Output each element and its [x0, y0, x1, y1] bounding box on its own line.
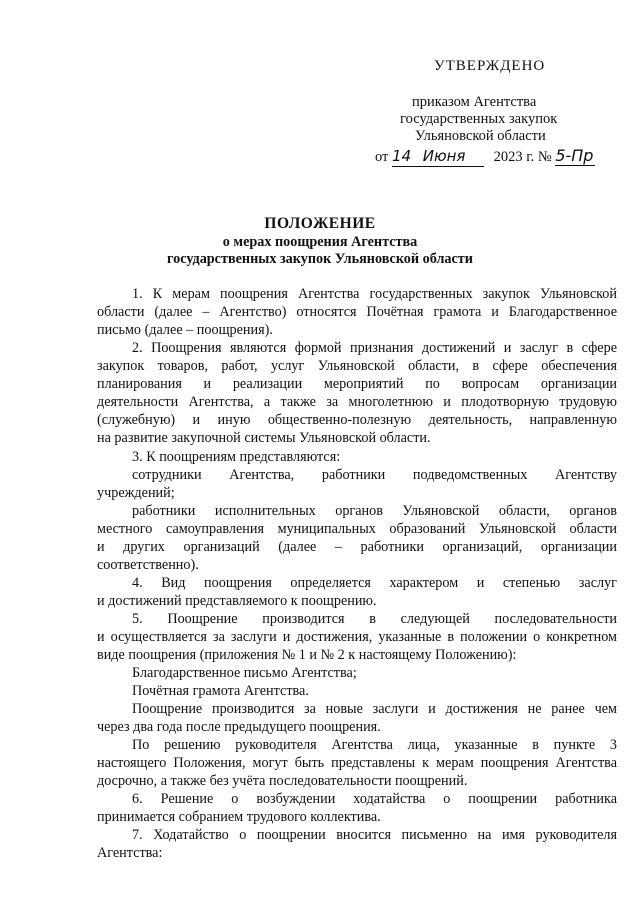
order-number: 5-Пр	[555, 146, 594, 165]
document-title: ПОЛОЖЕНИЕ	[264, 215, 376, 232]
approval-line-3: Ульяновской области	[415, 128, 546, 144]
body-line: планирования и реализации мероприятий по вопросам организации	[97, 376, 617, 392]
document-subtitle-2: государственных закупок Ульяновской области	[167, 251, 473, 267]
body-line: на развитие закупочной системы Ульяновской области.	[97, 430, 431, 446]
body-line: 5. Поощрение производится в следующей последовательности	[132, 611, 617, 627]
body-line: деятельности Агентства, а также за многолетнюю и плодотворную трудовую	[97, 394, 617, 410]
body-line: письмо (далее – поощрения).	[97, 322, 273, 338]
body-line: По решению руководителя Агентства лица, указанные в пункте 3	[132, 737, 617, 753]
body-line: 3. К поощрениям представляются:	[132, 449, 341, 465]
body-line: настоящего Положения, могут быть представлены к мерам поощрения Агентства	[97, 755, 617, 771]
body-line: 7. Ходатайство о поощрении вносится письменно на имя руководителя	[132, 827, 617, 843]
body-line: закупок товаров, работ, услуг Ульяновской области, в сфере обеспечения	[97, 358, 617, 374]
body-line: 6. Решение о возбуждении ходатайства о поощрении работника	[132, 791, 617, 807]
body-line: учреждений;	[97, 485, 175, 501]
body-line: принимается собранием трудового коллектива.	[97, 809, 381, 825]
body-line: 2. Поощрения являются формой признания достижений и заслуг в сфере	[132, 340, 617, 356]
body-line: виде поощрения (приложения № 1 и № 2 к настоящему Положению):	[97, 647, 517, 663]
body-line: Благодарственное письмо Агентства;	[132, 665, 357, 681]
body-line: сотрудники Агентства, работники подведомственных Агентству	[132, 467, 617, 483]
date-field	[392, 147, 484, 167]
body-line: работники исполнительных органов Ульяновской области, органов	[132, 503, 617, 519]
body-line: Агентства:	[97, 845, 163, 861]
approval-line-1: приказом Агентства	[412, 94, 537, 110]
document-subtitle-1: о мерах поощрения Агентства	[222, 234, 418, 250]
body-line: соответственно).	[97, 557, 199, 573]
body-line: через два года после предыдущего поощрения.	[97, 719, 381, 735]
body-line: досрочно, а также без учёта последовательности поощрений.	[97, 773, 468, 789]
body-line: 4. Вид поощрения определяется характером и степенью заслуг	[132, 575, 617, 591]
body-line: (служебную) и иную общественно-полезную деятельность, направленную	[97, 412, 617, 428]
body-line: области (далее – Агентство) относятся Почётная грамота и Благодарственное	[97, 304, 617, 320]
approval-line-2: государственных закупок	[400, 111, 558, 127]
body-line: и осуществляется за заслуги и достижения, указанные в положении о конкретном	[97, 629, 617, 645]
body-line: и достижений представляемого к поощрению.	[97, 593, 377, 609]
body-line: Почётная грамота Агентства.	[132, 683, 309, 699]
date-year: 2023 г. №	[493, 149, 552, 165]
date-prefix: от	[375, 149, 389, 165]
approval-stamp: УТВЕРЖДЕНО	[434, 58, 546, 74]
body-line: и других организаций (далее – работники организаций, организации	[97, 539, 617, 555]
date-month: Июня	[422, 147, 466, 165]
approval-date-line	[375, 146, 595, 167]
body-line: 1. К мерам поощрения Агентства государственных закупок Ульяновской	[132, 286, 617, 302]
body-line: местного самоуправления муниципальных образований Ульяновской области	[97, 521, 617, 537]
body-line: Поощрение производится за новые заслуги и достижения не ранее чем	[132, 701, 617, 717]
date-day: 14	[392, 147, 412, 165]
